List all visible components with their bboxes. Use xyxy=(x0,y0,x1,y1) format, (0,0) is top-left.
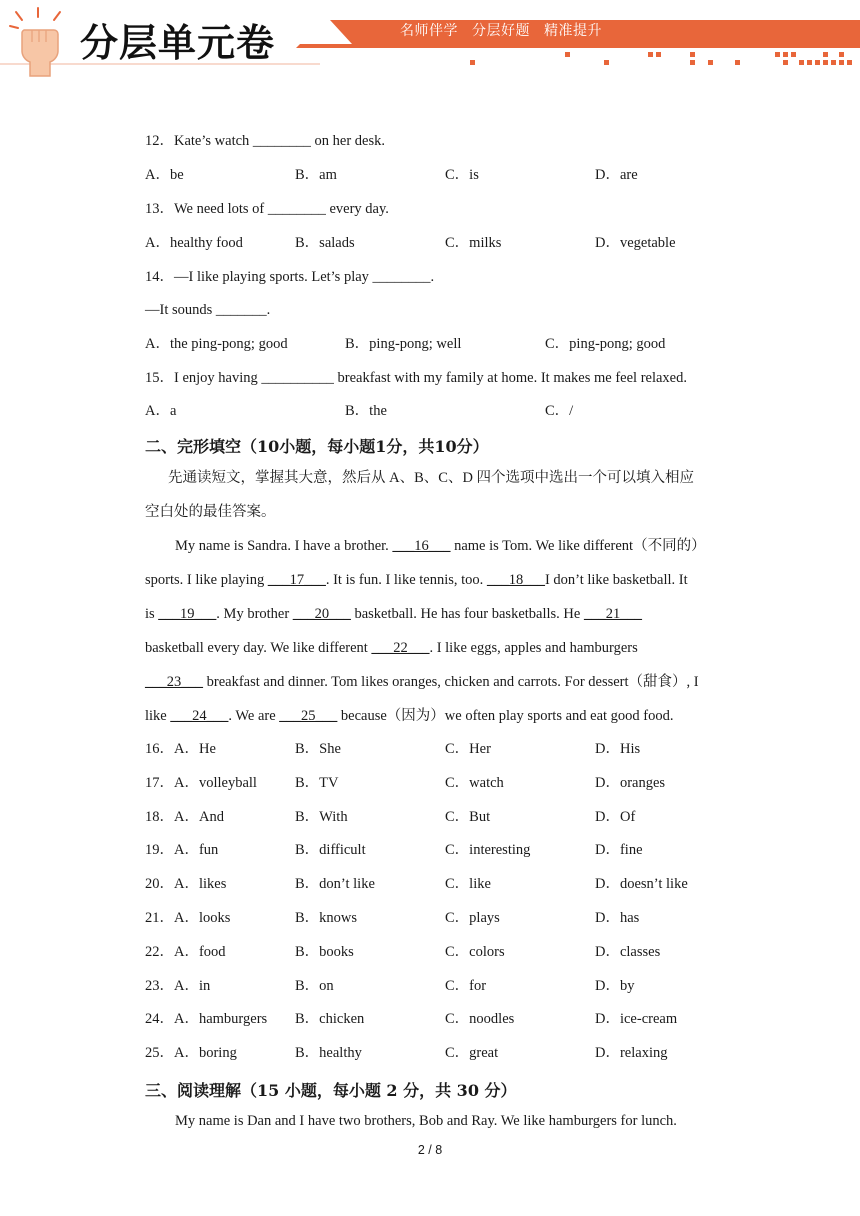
slogan-item: 精准提升 xyxy=(544,23,602,39)
option: B．ping-pong; well xyxy=(345,336,462,352)
option-text: B．TV xyxy=(295,774,339,791)
slogan-item: 名师伴学 xyxy=(400,23,458,39)
blank-20: ___20___ xyxy=(292,606,351,622)
option xyxy=(595,808,635,826)
option-text: B．knows xyxy=(295,910,358,926)
passage-line xyxy=(145,639,720,657)
option xyxy=(295,943,354,961)
option-text: D．oranges xyxy=(595,774,666,791)
passage-text: name is Tom. We like different（不同的） xyxy=(450,538,706,554)
option-text: A．fun xyxy=(174,842,219,859)
option xyxy=(295,909,357,927)
reading-first-line: My name is Dan and I have two brothers, Bob and Ray. We like hamburgers for lunch. xyxy=(175,1113,677,1129)
blank-19: ___19___ xyxy=(158,606,217,622)
cloze-question-first-option xyxy=(145,1010,267,1028)
question-number: 24． xyxy=(145,1011,174,1028)
passage-line xyxy=(145,571,720,589)
option-text: D．His xyxy=(595,741,641,757)
option xyxy=(445,841,530,859)
passage-text: My name is Sandra. I have a brother. xyxy=(175,538,393,554)
question-number: 21． xyxy=(145,910,174,926)
option xyxy=(445,1044,498,1062)
section-3-title: 三、阅读理解（15 小题，每小题 2 分，共 30 分） xyxy=(145,1081,517,1100)
option-text: C．for xyxy=(445,977,487,994)
blank-18: ___18___ xyxy=(486,572,545,588)
option xyxy=(295,841,366,859)
passage-line xyxy=(145,707,720,725)
fist-logo-icon xyxy=(8,6,70,78)
option-text: A．looks xyxy=(174,910,231,926)
cloze-question-first-option xyxy=(145,977,210,995)
option-text: B．difficult xyxy=(295,842,366,859)
page-number: 2 / 8 xyxy=(417,1143,443,1157)
question-number: 23． xyxy=(145,977,174,994)
option xyxy=(445,774,504,792)
passage-text: . It is fun. I like tennis, too. xyxy=(325,572,487,588)
option-text: C．noodles xyxy=(445,1011,515,1028)
option-text: A．boring xyxy=(174,1045,237,1062)
option xyxy=(595,1044,667,1062)
question-13-stem: 13．We need lots of ________ every day. xyxy=(145,201,389,217)
option xyxy=(295,740,341,758)
option-text: D．fine xyxy=(595,842,643,859)
option-text: D．has xyxy=(595,910,640,926)
passage-text: . I like eggs, apples and hamburgers xyxy=(429,640,638,656)
option xyxy=(295,774,339,792)
option xyxy=(295,808,348,826)
slogan-item: 分层好题 xyxy=(472,23,530,39)
cloze-question-first-option xyxy=(145,740,216,758)
option xyxy=(445,977,486,995)
passage-text: . My brother xyxy=(216,606,293,622)
option: D．are xyxy=(595,167,638,183)
option-text: B．chicken xyxy=(295,1011,365,1028)
blank-22: ___22___ xyxy=(371,640,430,656)
option-text: A．likes xyxy=(174,876,227,893)
passage-text: is xyxy=(145,606,159,622)
passage-text: like xyxy=(145,708,171,724)
option-text: D．ice-cream xyxy=(595,1011,678,1028)
option-text: C．plays xyxy=(445,910,500,926)
option-text: C．watch xyxy=(445,774,504,791)
brand-title: 分层单元卷 xyxy=(80,21,276,65)
option: C．/ xyxy=(545,403,574,419)
section-2-title: 二、完形填空（10小题，每小题1分，共10分） xyxy=(145,437,489,456)
option: A．a xyxy=(145,403,177,419)
option-text: D．relaxing xyxy=(595,1045,668,1062)
blank-25: ___25___ xyxy=(279,708,338,724)
question-14-stem-reply: —It sounds _______. xyxy=(145,302,271,318)
passage-text: breakfast and dinner. Tom likes oranges, chicken and carrots. For dessert（甜食）, I xyxy=(203,674,699,690)
option xyxy=(595,774,665,792)
question-number: 22． xyxy=(145,943,174,960)
option: A．healthy food xyxy=(145,235,243,251)
passage-text: I don’t like basketball. It xyxy=(544,572,688,588)
option-text: D．Of xyxy=(595,808,636,825)
option xyxy=(445,740,491,758)
option: A．be xyxy=(145,167,184,183)
blank-23: ___23___ xyxy=(145,674,203,690)
option xyxy=(595,740,640,758)
option xyxy=(445,1010,514,1028)
question-15-stem: 15．I enjoy having __________ breakfast with my family at home. It makes me feel relaxed. xyxy=(145,370,687,386)
question-number: 18． xyxy=(145,808,174,825)
option xyxy=(295,1044,362,1062)
option xyxy=(295,977,334,995)
option-text: B．healthy xyxy=(295,1045,362,1062)
question-number: 16． xyxy=(145,741,174,757)
option-text: D．by xyxy=(595,977,635,994)
passage-text: sports. I like playing xyxy=(145,572,268,588)
option-text: A．And xyxy=(174,808,224,825)
option: C．ping-pong; good xyxy=(545,336,666,352)
option xyxy=(595,841,643,859)
option-text: B．She xyxy=(295,741,341,757)
blank-16: ___16___ xyxy=(392,538,451,554)
option xyxy=(595,909,639,927)
passage-line xyxy=(145,673,720,691)
option xyxy=(445,808,490,826)
cloze-question-first-option xyxy=(145,943,226,961)
question-12-stem: 12．Kate’s watch ________ on her desk. xyxy=(145,133,386,149)
option-text: C．colors xyxy=(445,943,505,960)
option xyxy=(445,943,505,961)
question-number: 19． xyxy=(145,842,174,859)
option: D．vegetable xyxy=(595,235,676,251)
header-slogan xyxy=(400,20,616,40)
option xyxy=(295,1010,364,1028)
option-text: B．With xyxy=(295,808,348,825)
cloze-question-first-option xyxy=(145,909,230,927)
passage-line xyxy=(145,605,720,623)
option-text: D．doesn’t like xyxy=(595,876,688,893)
option xyxy=(595,1010,677,1028)
cloze-question-first-option xyxy=(145,808,224,826)
option-text: B．books xyxy=(295,943,354,960)
option: B．the xyxy=(345,403,387,419)
section-2-instruction: 先通读短文，掌握其大意，然后从 A、B、C、D 四个选项中选出一个可以填入相应 xyxy=(168,470,695,486)
passage-line xyxy=(175,537,750,555)
option: C．is xyxy=(445,167,479,183)
option xyxy=(295,875,375,893)
option xyxy=(445,909,500,927)
question-number: 17． xyxy=(145,774,174,791)
option: B．salads xyxy=(295,235,355,251)
option: A．the ping-pong; good xyxy=(145,336,288,352)
page-header xyxy=(0,0,860,80)
question-number: 20． xyxy=(145,876,174,893)
option-text: A．hamburgers xyxy=(174,1011,268,1028)
option-text: B．don’t like xyxy=(295,876,375,893)
option-text: C．great xyxy=(445,1045,499,1062)
option-text: D．classes xyxy=(595,943,661,960)
section-2-instruction-cont: 空白处的最佳答案。 xyxy=(145,504,276,520)
cloze-question-first-option xyxy=(145,875,226,893)
option-text: C．Her xyxy=(445,741,491,757)
option-text: C．interesting xyxy=(445,842,531,859)
option xyxy=(595,977,634,995)
question-14-stem: 14．—I like playing sports. Let’s play ________. xyxy=(145,269,435,285)
blank-24: ___24___ xyxy=(170,708,229,724)
question-number: 25． xyxy=(145,1045,174,1062)
cloze-question-first-option xyxy=(145,1044,237,1062)
option-text: C．But xyxy=(445,808,491,825)
option xyxy=(445,875,491,893)
blank-17: ___17___ xyxy=(267,572,326,588)
option-text: A．volleyball xyxy=(174,774,257,791)
blank-21: ___21___ xyxy=(583,606,642,622)
option xyxy=(595,943,660,961)
passage-text: because（因为）we often play sports and eat good food. xyxy=(337,708,674,724)
option xyxy=(595,875,688,893)
passage-text: basketball every day. We like different xyxy=(145,640,372,656)
option-text: A．He xyxy=(174,741,216,757)
option: C．milks xyxy=(445,235,502,251)
cloze-question-first-option xyxy=(145,841,218,859)
option: B．am xyxy=(295,167,337,183)
option-text: C．like xyxy=(445,876,491,893)
passage-text: basketball. He has four basketballs. He xyxy=(350,606,584,622)
option-text: A．in xyxy=(174,977,211,994)
option-text: A．food xyxy=(174,943,226,960)
cloze-question-first-option xyxy=(145,774,257,792)
option-text: B．on xyxy=(295,977,334,994)
passage-text: . We are xyxy=(228,708,280,724)
